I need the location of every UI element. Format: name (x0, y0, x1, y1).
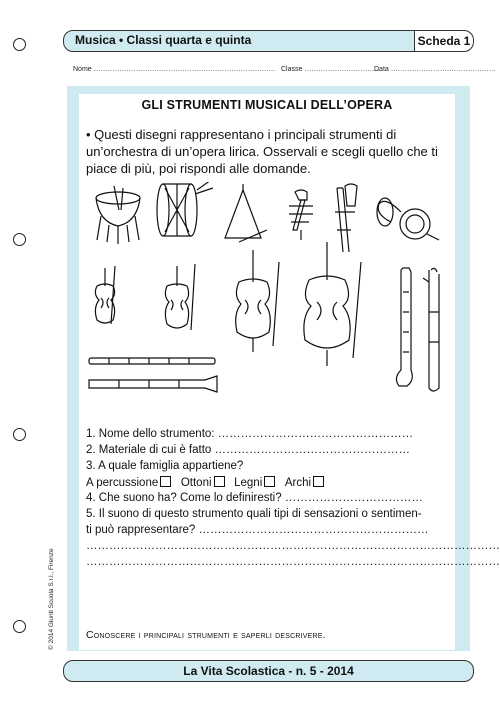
sheet-number: Scheda 1 (414, 31, 473, 51)
question-2[interactable]: 2. Materiale di cui è fatto …………………………………………… (86, 444, 410, 456)
viola-drawing (165, 264, 195, 330)
answer-line-2[interactable]: ……………………………………………………………………………………………… (86, 556, 500, 568)
question-1[interactable]: 1. Nome dello strumento: …………………………………………… (86, 428, 414, 440)
clarinet-drawing (396, 268, 412, 386)
family-options (86, 476, 324, 489)
binder-hole-2 (13, 233, 26, 246)
instrument-drawings (79, 182, 455, 400)
learning-objective: Conoscere i principali strumenti e saperli descrivere. (86, 629, 326, 641)
name-field[interactable]: Nome …………………………………………………………………… (73, 66, 276, 73)
copyright-notice: © 2014 Giunti Scuola S.r.l., Firenze (48, 548, 55, 650)
header-bar (63, 30, 474, 52)
bassoon-drawing (423, 268, 439, 391)
question-5-line-1: 5. Il suono di questo strumento quali tipi di sensazioni o sentimen- (86, 508, 422, 520)
option-legni-checkbox[interactable] (264, 476, 275, 487)
triangle-drawing (225, 184, 267, 242)
binder-hole-1 (13, 38, 26, 51)
option-legni-label: Legni (234, 477, 263, 489)
option-percussione-checkbox[interactable] (160, 476, 171, 487)
timpani-drawing (96, 186, 140, 244)
binder-hole-3 (13, 428, 26, 441)
class-field[interactable]: Classe …………………………… (281, 66, 382, 73)
question-4[interactable]: 4. Che suono ha? Come lo definiresti? ……………………………… (86, 492, 423, 504)
date-field[interactable]: Data ……………………………………… (374, 66, 496, 73)
cello-drawing (236, 250, 279, 352)
question-3: 3. A quale famiglia appartiene? (86, 460, 244, 472)
option-ottoni-label: Ottoni (180, 477, 212, 489)
trumpet-drawing (289, 190, 313, 240)
footer-bar: La Vita Scolastica - n. 5 - 2014 (63, 660, 474, 682)
oboe-drawing (89, 376, 217, 392)
option-percussione-label: A percussione (86, 477, 159, 489)
trombone-drawing (335, 184, 357, 252)
flute-drawing (89, 358, 215, 364)
violin-drawing (95, 266, 115, 324)
header-title: Musica • Classi quarta e quinta (75, 33, 252, 47)
worksheet-intro: • Questi disegni rappresentano i principali strumenti di un’orchestra di un’opera lirica. Osservali e scegli quello che ti piace di più, poi rispondi alle domande. (86, 127, 438, 176)
option-archi-label: Archi (284, 477, 312, 489)
binder-hole-4 (13, 620, 26, 633)
answer-line-1[interactable]: ……………………………………………………………………………………………… (86, 540, 500, 552)
bass-drum-drawing (157, 182, 213, 236)
question-5-line-2[interactable]: ti può rappresentare? …………………………………………………… (86, 524, 429, 536)
double-bass-drawing (304, 242, 361, 366)
french-horn-drawing (377, 198, 439, 240)
worksheet-heading: GLI STRUMENTI MUSICALI DELL’OPERA (141, 98, 393, 112)
option-archi-checkbox[interactable] (313, 476, 324, 487)
option-ottoni-checkbox[interactable] (214, 476, 225, 487)
